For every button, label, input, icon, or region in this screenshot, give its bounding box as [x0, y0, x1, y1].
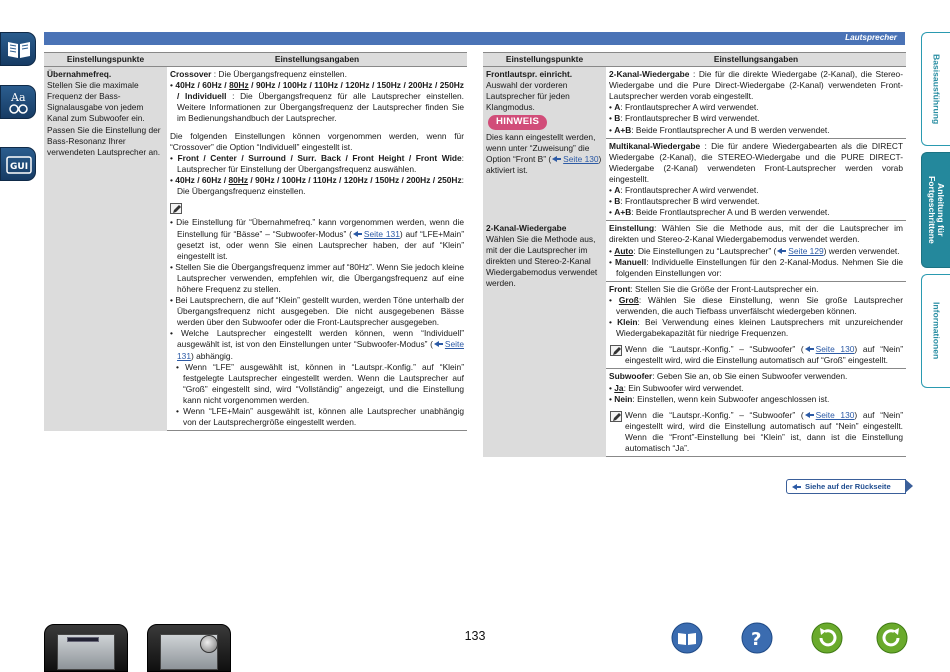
section-header-bar — [44, 32, 905, 45]
hinweis-badge: HINWEIS — [488, 115, 547, 130]
note-pencil-icon — [610, 411, 622, 422]
front-panel-icon[interactable] — [44, 624, 128, 672]
key-cell-frontlautspr: Frontlautspr. einricht. Auswahl der vorderen Lautsprecher für jeden Klangmodus. HINWEIS Dies kann eingestellt werden, wenn unter “Zuweisung” die Option “Front B” ( Seite 130) aktiviert ist. — [483, 67, 606, 221]
rear-panel-icon[interactable] — [147, 624, 231, 672]
back-arrow-icon[interactable] — [811, 622, 843, 654]
page-ref-link[interactable]: Seite 130 — [804, 410, 855, 420]
page-ref-link[interactable]: Seite 131 — [177, 339, 464, 361]
key-cell-2kanal: 2-Kanal-Wiedergabe Wählen Sie die Methode aus, mit der die Lautsprecher im direkten und Stereo-2-Kanal Wiedergabemodus verwendet werden. — [483, 221, 606, 457]
page-ref-link[interactable]: Seite 131 — [352, 229, 400, 239]
help-question-icon[interactable] — [741, 622, 773, 654]
svg-text:?: ? — [751, 629, 762, 650]
contents-book-icon[interactable] — [0, 32, 36, 66]
tab-fortgeschrittene[interactable]: Anleitung für Fortgeschrittene — [921, 152, 950, 268]
svg-text:GUI: GUI — [10, 162, 29, 172]
settings-table-right — [483, 52, 906, 457]
setting-description: Stellen Sie die maximale Frequenz der Bass-Signalausgabe von jedem Kanal zum Subwoofer ein. Passen Sie die Einstellung der Bass-Resonanz Ihrer verwendeten Lautsprecher an. — [47, 80, 161, 157]
page-ref-link[interactable]: Seite 130 — [551, 154, 598, 164]
tab-basisausfuehrung[interactable]: Basisausführung — [921, 32, 950, 146]
value-cell-frontlautspr: 2-Kanal-Wiedergabe : Die für die direkte Wiedergabe (2-Kanal), die Stereo-Wiedergabe und die Pure Direct-Wiedergabe (2-Kanal) verwendeten Front-Lautsprecher werden vorab eingestellt. • A: Frontlautsprecher A wird verwendet. • B: Frontlautsprecher B wird verwendet. • A+B: Beide Frontlautsprecher A und B werden verwendet. Multikanal-Wiedergabe : Die für andere Wiedergabearten als die DIRECT Wiedergabe (2-Kanal), die STEREO-Wiedergabe und die PURE DIRECT-Wiedergabe (2-Kanal) verwendeten Front-Lautsprecher werden vorab eingestellt. • A: Frontlautsprecher A wird verwendet. • B: Frontlautsprecher B wird verwendet. • A+B: Beide Frontlautsprecher A und B werden verwendet. — [606, 67, 906, 221]
page-number: 133 — [464, 629, 486, 643]
column-header-details: Einstellungsangaben — [167, 53, 467, 67]
key-cell-uebernahmefreq — [44, 67, 167, 431]
term: Crossover — [170, 69, 212, 80]
forward-arrow-icon[interactable] — [876, 622, 908, 654]
gui-icon[interactable] — [0, 147, 36, 181]
svg-text:Aa: Aa — [11, 91, 26, 104]
page-ref-link[interactable]: Seite 129 — [776, 246, 823, 256]
index-aa-icon[interactable] — [0, 85, 36, 119]
column-header-points: Einstellungspunkte — [44, 53, 167, 67]
book-icon[interactable] — [671, 622, 703, 654]
arrow-icon — [791, 483, 802, 491]
value-cell-uebernahmefreq: Crossover : Die Übergangsfrequenz einstellen. • 40Hz / 60Hz / 80Hz / 90Hz / 100Hz / 110Hz / 120Hz / 150Hz / 200Hz / 250Hz / Individuell : Die Übergangsfrequenz für alle Lautsprecher einstellen. Weitere Informationen zur Übergangsfrequenz der Lautsprecher finden Sie im Bedienungshandbuch der Lautsprecher. Die folgenden Einstellungen können vorgenommen werden, wenn für “Crossover” die Option “Individuell” eingestellt ist. • Front / Center / Surround / Surr. Back / Front Height / Front Wide: Lautsprecher für Einstellung der Übergangsfrequenz auswählen. • 40Hz / 60Hz / 80Hz / 90Hz / 100Hz / 110Hz / 120Hz / 150Hz / 200Hz / 250Hz: Die Übergangsfrequenz einstellen. • Die Einstellung für “Übernahmefreq.” kann vorgenommen werden, wenn die Einstellung für “Bässe” – “Subwoofer-Modus” ( Seite 131) auf “LFE+Main” gesetzt ist, oder wenn Sie einen Lautsprecher haben, der auf “Klein” eingestellt ist. • Stellen Sie die Übergangsfrequenz immer auf “80Hz”. Wenn Sie jedoch kleine Lautsprecher verwenden, empfehlen wir, die Übergangsfrequenz auf eine höhere Frequenz zu stellen. • Bei Lautsprechern, die auf “Klein” gestellt wurden, werden Töne unterhalb der Übergangsfrequenz nicht ausgegeben. Die nicht ausgegebenen Bässe werden über den Subwoofer oder die Front-Lautsprecher ausgegeben. • Welche Lautsprecher eingestellt werden können, wenn “Individuell” ausgewählt ist, ist von den Einstellungen unter “Subwoofer-Modus” ( Seite 131) abhängig. • Wenn “LFE” ausgewählt ist, können in “Lautspr.-Konfig.” auf “Klein” festgelegte Lautsprecher eingestellt werden. Wenn die Lautsprecher auf “Groß” eingestellt sind, wird “Vollständig” angezeigt, und die Einstellung kann nicht vorgenommen werden. • Wenn “LFE+Main” ausgewählt ist, können alle Lautsprecher unabhängig von der Lautsprechergröße eingestellt werden. — [167, 67, 467, 431]
note-pencil-icon — [610, 345, 622, 356]
setting-title: Übernahmefreq. — [47, 69, 112, 80]
value-cell-2kanal: Einstellung: Wählen Sie die Methode aus, mit der die Lautsprecher im direkten und Stereo-2-Kanal Wiedergabemodus verwendet werden. • Auto: Die Einstellungen zu “Lautsprecher” ( Seite 129) werden verwendet. • Manuell: Individuelle Einstellungen für den 2-Kanal-Modus. Nehmen Sie die folgenden Einstellungen vor: Front: Stellen Sie die Größe der Front-Lautsprecher ein. • Groß: Wählen Sie diese Einstellung, wenn Sie große Lautsprecher verwenden, die auch Tiefbass unverfälscht wiedergeben können. • Klein: Bei Verwendung eines kleinen Lautsprechers mit unzureichender Wiedergabekapazität für niedrige Frequenzen. Wenn die “Lautspr.-Konfig.” – “Subwoofer” ( Seite 130) auf “Nein” eingestellt wird, wird die Einstellung automatisch auf “Groß” eingestellt. Subwoofer: Geben Sie an, ob Sie einen Subwoofer verwenden. • Ja: Ein Subwoofer wird verwendet. • Nein: Einstellen, wenn kein Subwoofer angeschlossen ist. Wenn die “Lautspr.-Konfig.” – “Subwoofer” ( Seite 130) auf “Nein” eingestellt wird, wird die Einstellung automatisch auf “Nein” eingestellt. Wenn die “Front”-Einstellung bei “Klein” ist, dann ist die Einstellung automatisch “Ja”. — [606, 221, 906, 457]
paragraph: Die folgenden Einstellungen können vorgenommen werden, wenn für “Crossover” die Option “Individuell” eingestellt ist. — [170, 130, 464, 152]
note-pencil-icon — [170, 203, 182, 214]
page-ref-link[interactable]: Seite 130 — [804, 344, 855, 354]
column-header-points: Einstellungspunkte — [483, 53, 606, 67]
settings-table-left — [44, 52, 467, 431]
column-header-details: Einstellungsangaben — [606, 53, 906, 67]
section-title: Lautsprecher — [845, 33, 897, 42]
continue-next-page-button[interactable]: Siehe auf der Rückseite — [786, 479, 906, 494]
tab-informationen[interactable]: Informationen — [921, 274, 950, 388]
